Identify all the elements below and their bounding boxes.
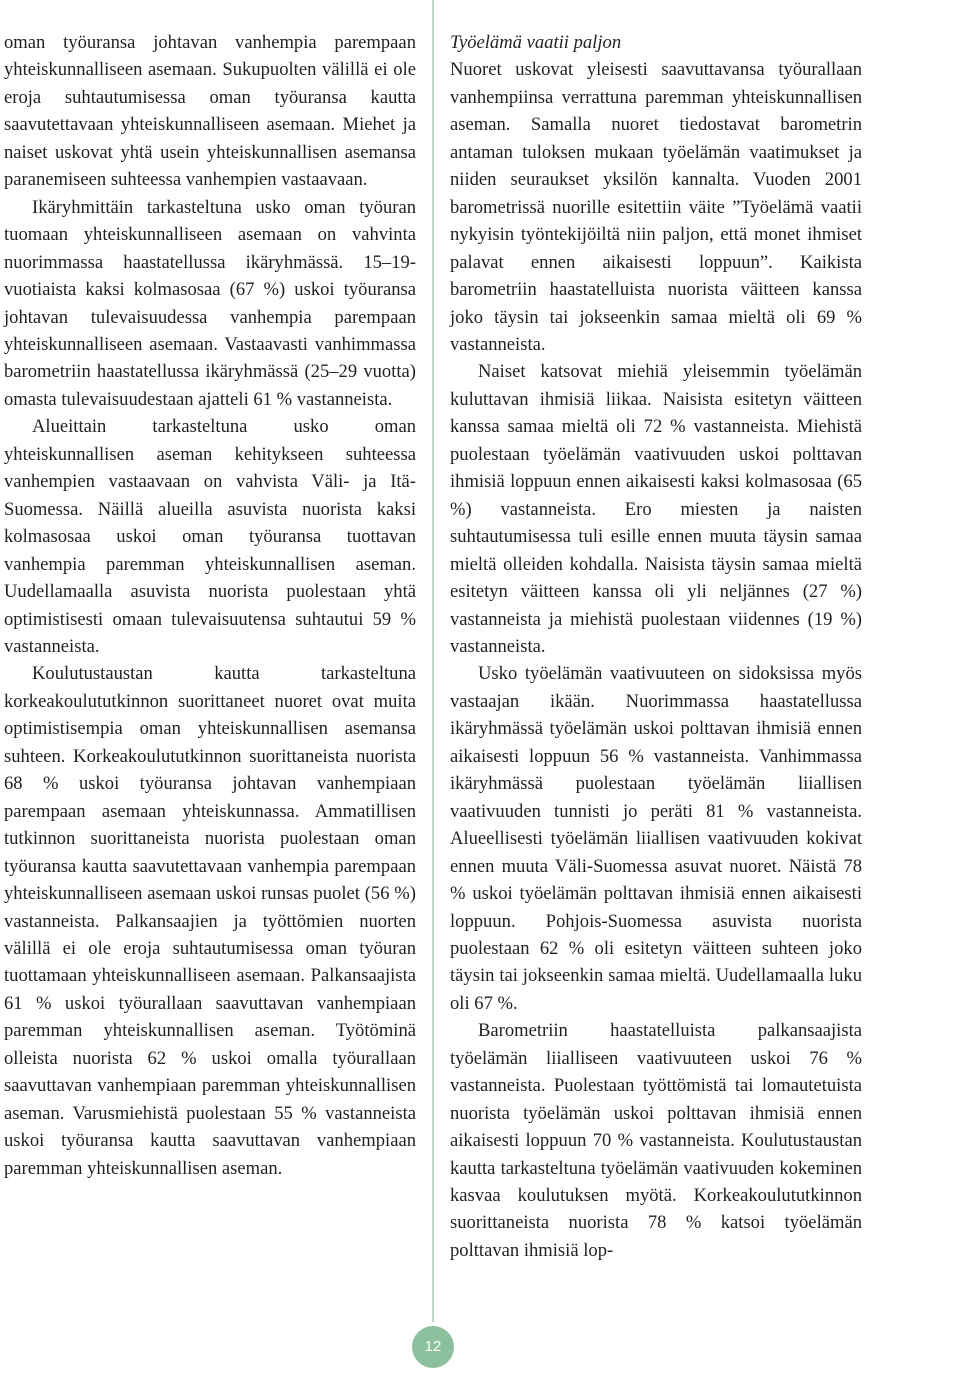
paragraph-right-1: Nuoret uskovat yleisesti saavuttavansa työurallaan vanhempiinsa verrattuna paremman yhteiskunnallisen aseman. Samalla nuoret tiedostavat barometrin antaman tuloksen mukaan työelämän vaatimukset ja niiden seuraukset yksilön kannalta. Vuoden 2001 barometrissä nuorille esitettiin väite ”Työelämä vaatii nykyisin työntekijöiltä niin paljon, että monet ihmiset palavat ennen aikaisesti loppuun”. Kaikista barometriin haastatelluista nuorista väitteen kanssa joko täysin tai jokseenkin samaa mieltä oli 69 % vastanneista.	[450, 59, 862, 355]
paragraph-right-4: Barometriin haastatelluista palkansaajista työelämän liialliseen vaativuuteen uskoi 76 % vastanneista. Puolestaan työttömistä tai lomautetuista nuorista työelämän uskoi polttavan ihmisiä ennen aikaisesti loppuun 70 % vastanneista. Koulutustaustan kautta tarkasteltuna työelämän vaativuuden kokeminen kasvaa koulutuksen myötä. Korkeakoulututkinnon suorittaneista nuorista 78 % katsoi työelämän polttavan ihmisiä lop-	[450, 1020, 862, 1261]
left-column	[4, 29, 416, 1182]
right-column	[450, 29, 862, 1264]
column-divider	[432, 0, 434, 1322]
paragraph-left-2: Ikäryhmittäin tarkasteltuna usko oman työuran tuomaan yhteiskunnalliseen asemaan on vahvinta nuorimmassa haastatellussa ikäryhmässä. 15–19-vuotiaista kaksi kolmasosaa (67 %) uskoi työuransa johtavan tulevaisuudessa vanhempia parempaan yhteiskunnalliseen asemaan. Vastaavasti vanhimmassa barometriin haastatellussa ikäryhmässä (25–29 vuotta) omasta tulevaisuudestaan ajatteli 61 % vastanneista.	[4, 196, 416, 410]
paragraph-right-3: Usko työelämän vaativuuteen on sidoksissa myös vastaajan ikään. Nuorimmassa haastatellussa ikäryhmässä työelämän uskoi polttavan ihmisiä ennen aikaisesti loppuun 56 % vastanneista. Vanhimmassa ikäryhmässä puolestaan työelämän liiallisen vaativuuden tunnisti jo peräti 81 % vastanneista. Alueellisesti työelämän liiallisen vaativuuden kokivat ennen muuta Väli-Suomessa asuvat nuoret. Näistä 78 % uskoi työelämän polttavan ihmisiä ennen aikaisesti loppuun. Pohjois-Suomessa asuvista nuorista puolestaan 62 % oli esitetyn väitteen suhteen joko täysin tai jokseenkin samaa mieltä. Uudellamaalla luku oli 67 %.	[450, 663, 862, 1014]
paragraph-right-2: Naiset katsovat miehiä yleisemmin työelämän kuluttavan ihmisiä liikaa. Naisista esitetyn väitteen kanssa samaa mieltä oli 72 % vastanneista. Miehistä puolestaan työelämän vaativuuden uskoi polttavan ihmisiä loppuun ennen aikaisesti kaksi kolmasosaa (65 %) vastanneista. Ero miesten ja naisten suhtautumisessa tuli esille ennen muuta täysin samaa mieltä olleiden kohdalla. Naisista täysin samaa mieltä esitetyn väitteen kanssa oli yli neljännes (27 %) vastanneista ja miehistä puolestaan viidennes (19 %) vastanneista.	[450, 361, 862, 657]
page-number-badge: 12	[412, 1326, 454, 1368]
paragraph-left-4: Koulutustaustan kautta tarkasteltuna korkeakoulututkinnon suorittaneet nuoret ovat muita optimistisempia oman yhteiskunnallisen asemansa suhteen. Korkeakoulututkinnon suorittaneista nuorista 68 % uskoi työuransa johtavan vanhempiaan parempaan asemaan yhteiskunnassa. Ammatillisen tutkinnon suorittaneista nuorista puolestaan oman työuransa kautta saavutettavaan vanhempia parempaan yhteiskunnalliseen asemaan uskoi runsas puolet (56 %) vastanneista. Palkansaajien ja työttömien nuorten välillä ei ole eroja suhtautumisessa oman työuran tuottamaan yhteiskunnalliseen asemaan. Palkansaajista 61 % uskoi työurallaan saavuttavan vanhempiaan paremman yhteiskunnallisen aseman. Työtöminä olleista nuorista 62 % uskoi omalla työurallaan saavuttavan vanhempiaan paremman yhteiskunnallisen aseman. Varusmiehistä puolestaan 55 % vastanneista uskoi työuransa kautta saavuttavan vanhempiaan paremman yhteiskunnallisen aseman.	[4, 663, 416, 1179]
section-heading: Työelämä vaatii paljon	[450, 32, 622, 53]
paragraph-left-1: oman työuransa johtavan vanhempia parempaan yhteiskunnalliseen asemaan. Sukupuolten välillä ei ole eroja suhtautumisessa oman työuransa kautta saavutettavaan yhteiskunnalliseen asemaan. Miehet ja naiset uskovat yhtä usein yhteiskunnallisen asemansa paranemiseen suhteessa vanhempien vastaavaan.	[4, 32, 416, 191]
paragraph-left-3: Alueittain tarkasteltuna usko oman yhteiskunnallisen aseman kehitykseen suhteessa vanhempien vastaavaan on vahvista Väli- ja Itä-Suomessa. Näillä alueilla asuvista nuorista kaksi kolmasosaa uskoi oman työuransa tuottavan vanhempia paremman yhteiskunnallisen aseman. Uudellamaalla asuvista nuorista puolestaan yhtä optimistisesti omaan tulevaisuutensa suhtautui 59 % vastanneista.	[4, 416, 416, 657]
